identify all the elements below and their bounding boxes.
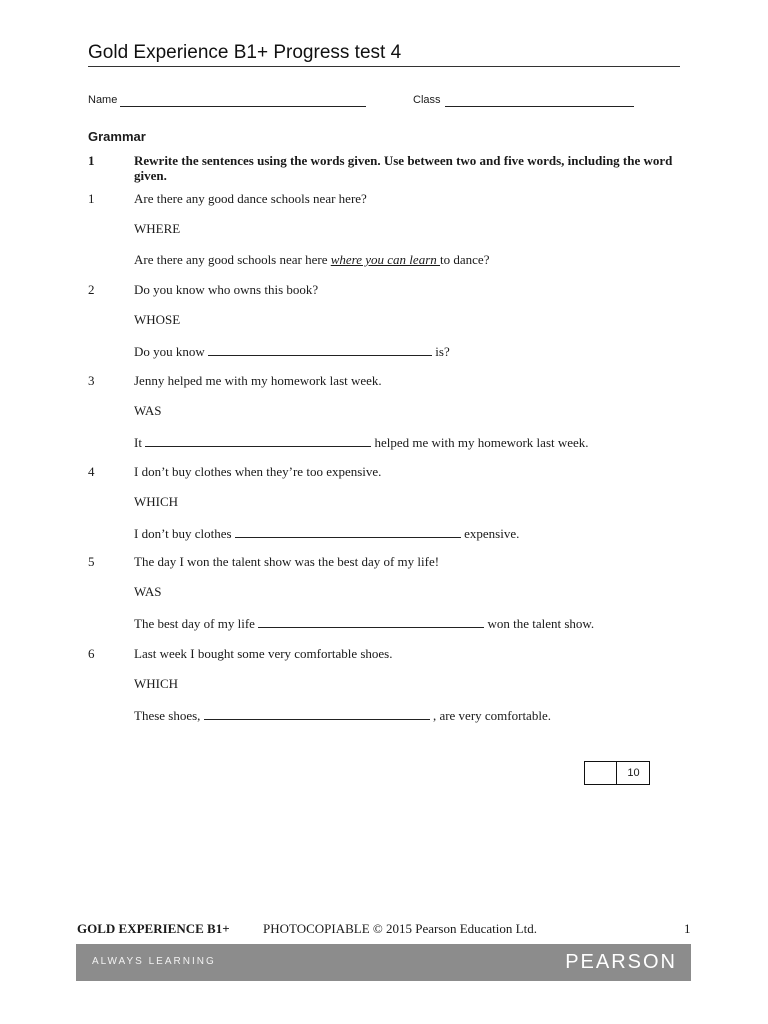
item-keyword: WHERE <box>134 221 181 236</box>
answer-blank[interactable] <box>145 434 371 447</box>
item-keyword: WAS <box>134 403 162 418</box>
page-title: Gold Experience B1+ Progress test 4 <box>88 42 402 63</box>
class-field[interactable] <box>445 94 634 107</box>
answer-blank[interactable] <box>235 525 461 538</box>
score-box <box>584 761 650 785</box>
footer-copyright: PHOTOCOPIABLE © 2015 Pearson Education Ltd. <box>263 921 537 936</box>
answer-after: is? <box>432 344 450 359</box>
item-number: 2 <box>88 282 95 297</box>
item-answer-line <box>134 434 589 451</box>
answer-before: I don’t buy clothes <box>134 526 235 541</box>
title-rule <box>88 66 680 67</box>
item-keyword: WAS <box>134 584 162 599</box>
score-total: 10 <box>627 767 640 779</box>
item-answer-line <box>134 615 594 632</box>
example-answer: where you can learn <box>330 252 441 267</box>
item-number: 5 <box>88 554 95 569</box>
item-prompt: The day I won the talent show was the best day of my life! <box>134 554 440 569</box>
item-number: 3 <box>88 373 95 388</box>
footer-book-title: GOLD EXPERIENCE B1+ <box>77 921 230 936</box>
item-answer-line <box>134 343 450 360</box>
section-title: Grammar <box>88 129 146 144</box>
answer-before: These shoes, <box>134 708 204 723</box>
answer-blank[interactable] <box>204 707 430 720</box>
item-prompt: Are there any good dance schools near here? <box>134 191 367 206</box>
item-number: 4 <box>88 464 95 479</box>
pearson-banner <box>76 944 691 981</box>
answer-after: won the talent show. <box>484 616 595 631</box>
item-prompt: Do you know who owns this book? <box>134 282 319 297</box>
name-label: Name <box>88 94 118 106</box>
answer-before: Are there any good schools near here <box>134 252 331 267</box>
item-answer-line <box>134 525 519 542</box>
answer-before: It <box>134 435 146 450</box>
item-keyword: WHICH <box>134 494 179 509</box>
item-prompt: I don’t buy clothes when they’re too expensive. <box>134 464 382 479</box>
item-answer-line <box>134 707 551 724</box>
item-keyword: WHOSE <box>134 312 181 327</box>
answer-blank[interactable] <box>258 615 484 628</box>
answer-blank[interactable] <box>208 343 432 356</box>
question-number: 1 <box>88 153 95 168</box>
answer-after: helped me with my homework last week. <box>371 435 589 450</box>
class-label: Class <box>413 94 441 106</box>
answer-after: , are very comfortable. <box>429 708 551 723</box>
answer-before: The best day of my life <box>134 616 259 631</box>
answer-after: expensive. <box>460 526 520 541</box>
item-number: 1 <box>88 191 95 206</box>
item-keyword: WHICH <box>134 676 179 691</box>
banner-tagline: ALWAYS LEARNING <box>92 956 216 967</box>
answer-after: to dance? <box>440 252 490 267</box>
item-number: 6 <box>88 646 95 661</box>
page-number: 1 <box>684 921 691 936</box>
item-answer-line <box>134 252 489 268</box>
answer-before: Do you know <box>134 344 209 359</box>
instruction: Rewrite the sentences using the words given. Use between two and five words, including the word given. <box>134 153 673 183</box>
item-prompt: Jenny helped me with my homework last week. <box>134 373 382 388</box>
item-prompt: Last week I bought some very comfortable shoes. <box>134 646 393 661</box>
pearson-logo: PEARSON <box>565 951 677 973</box>
name-field[interactable] <box>120 94 366 107</box>
